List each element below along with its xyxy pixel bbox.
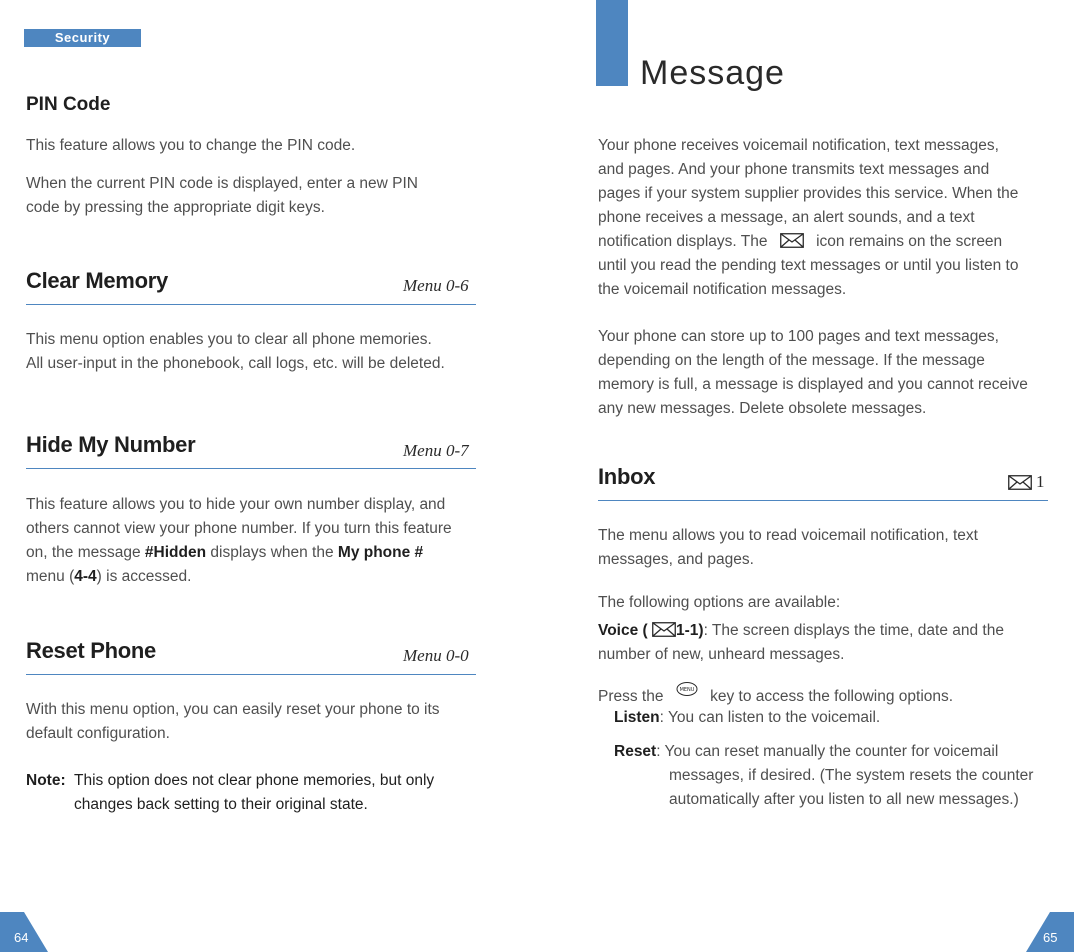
intro-line5-pre: notification displays. The [598, 233, 768, 250]
inbox-menu-ref [1008, 472, 1045, 492]
hide-my-number-line2: others cannot view your phone number. If you turn this feature [26, 520, 452, 537]
reset-line3: automatically after you listen to all new messages.) [669, 791, 1019, 808]
hide-line4-pre: menu ( [26, 568, 75, 585]
hide-my-number-line4 [26, 565, 191, 589]
pin-code-para2-line2: code by pressing the appropriate digit keys. [26, 199, 325, 216]
press-post: key to access the following options. [710, 688, 954, 705]
inbox-line1: The menu allows you to read voicemail notification, text [598, 527, 978, 544]
options-intro: The following options are available: [598, 594, 841, 611]
intro-line4: phone receives a message, an alert sounds, and a text [598, 209, 975, 226]
listen-text: : You can listen to the voicemail. [659, 709, 881, 726]
storage-line2: depending on the length of the message. If the message [598, 352, 985, 369]
reset-line2: messages, if desired. (The system resets the counter [669, 767, 1034, 784]
hide-my-number-line3 [26, 541, 423, 565]
voice-line1 [598, 619, 1004, 643]
intro-line5 [598, 230, 1002, 254]
menu-key-icon [676, 681, 698, 697]
hide-my-number-heading: Hide My Number [26, 432, 196, 457]
note-label: Note: [26, 772, 66, 789]
reset-phone-line2: default configuration. [26, 725, 170, 742]
reset-line1 [614, 740, 998, 764]
my-phone-label: My phone # [337, 544, 424, 561]
reset-phone-rule [26, 674, 476, 675]
hide-line4-post: ) is accessed. [96, 568, 192, 585]
pin-code-para1: This feature allows you to change the PIN code. [26, 137, 356, 154]
pin-code-heading: PIN Code [26, 94, 111, 115]
inbox-menu-number: 1 [1036, 472, 1045, 491]
inbox-envelope-icon [1008, 475, 1032, 490]
right-page-number: 65 [1043, 930, 1058, 945]
menu-code-label: 4-4 [74, 568, 97, 585]
title-accent-bar [596, 0, 628, 86]
clear-memory-line2: All user-input in the phonebook, call logs, etc. will be deleted. [26, 355, 445, 372]
voice-envelope-icon [652, 622, 676, 637]
reset-phone-menu-ref: Menu 0-0 [403, 646, 469, 665]
section-tab: Security [24, 29, 141, 47]
intro-line3: pages if your system supplier provides this service. When the [598, 185, 1019, 202]
menu-key-label: MENU [679, 687, 695, 693]
hide-my-number-line1: This feature allows you to hide your own number display, and [26, 496, 446, 513]
listen-label: Listen [614, 709, 660, 726]
intro-line1: Your phone receives voicemail notification, text messages, [598, 137, 999, 154]
inbox-rule [598, 500, 1048, 501]
storage-line1: Your phone can store up to 100 pages and text messages, [598, 328, 999, 345]
left-page-number: 64 [14, 930, 29, 945]
clear-memory-menu-ref: Menu 0-6 [403, 276, 469, 295]
intro-line2: and pages. And your phone transmits text messages and [598, 161, 990, 178]
clear-memory-heading: Clear Memory [26, 268, 168, 293]
voice-label-post: 1-1) [675, 622, 704, 639]
hide-line3-mid: displays when the [206, 544, 338, 561]
reset-label: Reset [614, 743, 657, 760]
note-line2: changes back setting to their original state. [74, 796, 368, 813]
voice-text-line1: : The screen displays the time, date and the [703, 622, 1004, 639]
intro-line6: until you read the pending text messages or until you listen to [598, 257, 1019, 274]
reset-phone-heading: Reset Phone [26, 638, 156, 663]
intro-line5-post: icon remains on the screen [816, 233, 1003, 250]
voice-line2: number of new, unheard messages. [598, 646, 845, 663]
voice-label-pre: Voice ( [598, 622, 648, 639]
envelope-icon [780, 233, 804, 248]
inbox-heading: Inbox [598, 464, 656, 489]
press-menu-line [598, 681, 953, 709]
inbox-line2: messages, and pages. [598, 551, 754, 568]
reset-phone-line1: With this menu option, you can easily reset your phone to its [26, 701, 440, 718]
hide-my-number-menu-ref: Menu 0-7 [403, 441, 469, 460]
storage-line3: memory is full, a message is displayed and you cannot receive [598, 376, 1028, 393]
intro-line7: the voicemail notification messages. [598, 281, 847, 298]
listen-line [614, 706, 880, 730]
hide-line3-pre: on, the message [26, 544, 145, 561]
page-title: Message [640, 54, 785, 92]
storage-line4: any new messages. Delete obsolete messages. [598, 400, 927, 417]
hide-my-number-rule [26, 468, 476, 469]
note-line1: This option does not clear phone memories, but only [74, 772, 435, 789]
clear-memory-rule [26, 304, 476, 305]
clear-memory-line1: This menu option enables you to clear all phone memories. [26, 331, 432, 348]
press-pre: Press the [598, 688, 664, 705]
pin-code-para2-line1: When the current PIN code is displayed, enter a new PIN [26, 175, 419, 192]
reset-text-line1: : You can reset manually the counter for voicemail [656, 743, 999, 760]
hidden-label: #Hidden [144, 544, 207, 561]
